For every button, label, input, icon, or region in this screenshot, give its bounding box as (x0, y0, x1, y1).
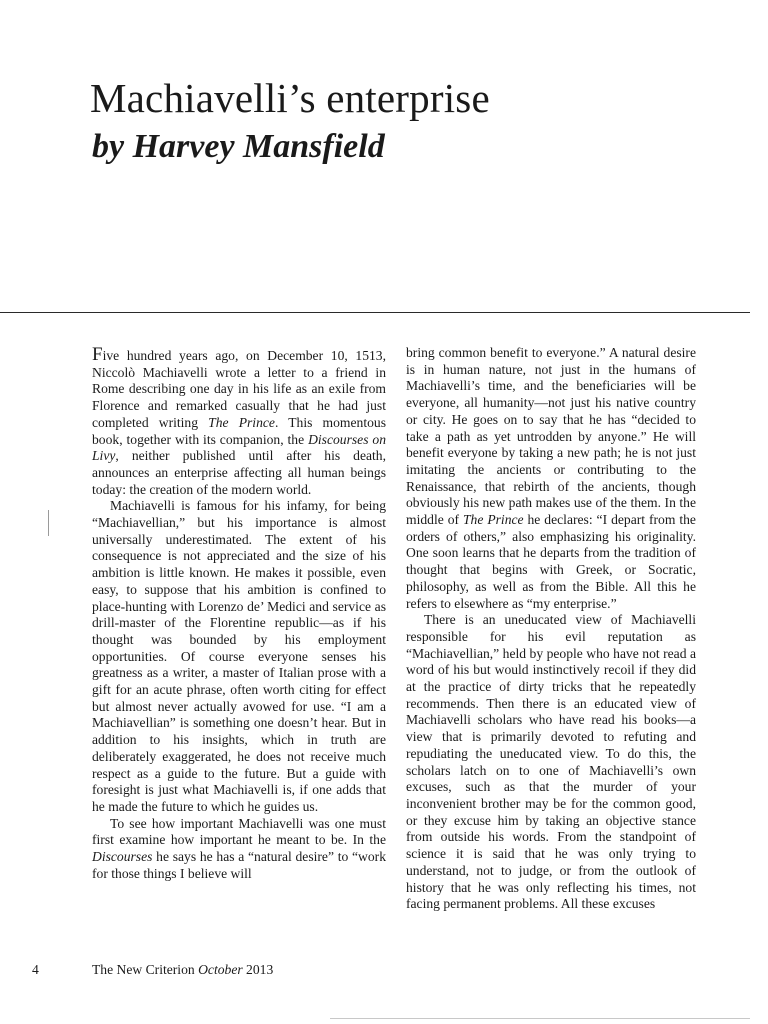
book-title-the-prince-2: The Prince (462, 512, 524, 528)
bottom-edge-line (330, 1018, 750, 1019)
paragraph-4-text-a: bring common benefit to everyone.” A natural desire is in human nature, not just in the humans of Machiavelli’s time, and the beneficiaries will be everyone, all humanity—not just his native country or city. He goes on to say that he has “decided to take a path as yet untrodden by anyone.” He will benefit everyone by taking a new path; he is not just imitating the ancients or contributing to the Renaissance, that rebirth of the ancients, though obviously his new path makes use of the them. In the middle of (406, 345, 696, 528)
book-title-discourses-2: Discourses (92, 849, 153, 865)
header-divider (0, 312, 750, 313)
drop-cap: F (92, 344, 103, 365)
book-title-the-prince: The Prince (208, 414, 275, 430)
article-title: Machiavelli’s enterprise (90, 75, 490, 121)
paragraph-2: Machiavelli is famous for his infamy, for being “Machiavellian,” but his importance is almost universally underestimated. The extent of his consequence is not appreciated and the size of his ambition is little known. He makes it possible, even easy, to suppose that his ambition is confined to place-hunting with Lorenzo de’ Medici and service as drill-master of the Florentine republic—as if his thought was bounded by his employment opportunities. Of course everyone senses his greatness as a writer, a master of Italian prose with a gift for an acute phrase, often worth citing for effect but almost never actually avowed for use. “I am a Machiavellian” is something one doesn’t hear. But in addition to his insights, which in truth are deliberately exaggerated, he does not receive much respect as a guide to the future. But a guide with foresight is just what Machiavelli is, if one adds that he made the future to which he guides us. (92, 498, 386, 814)
paragraph-3 (92, 816, 386, 883)
paragraph-1-text-c: , neither published until after his death, announces an enterprise affecting all human beings today: the creation of the modern world. (92, 448, 386, 497)
journal-citation (92, 962, 273, 978)
paragraph-1-text-a: ive hundred years ago, on December 10, 1513, Niccolò Machiavelli wrote a letter to a friend in Rome describing one day in his life as an exile from Florence and remarked casually that he had just completed writing (92, 348, 386, 430)
article-byline: by Harvey Mansfield (92, 128, 385, 165)
left-column (92, 345, 386, 883)
paragraph-3-text-b: he says he has a “natural desire” to “work for those things I believe will (92, 849, 386, 881)
issue-year: 2013 (246, 962, 274, 977)
paragraph-4-text-b: he declares: “I depart from the orders of others,” also emphasizing his originality. One soon learns that he departs from the tradition of thought that begins with Greek, or Socratic, philosophy, as well as from the Bible. All this he refers to elsewhere as “my enterprise.” (406, 512, 696, 611)
journal-name: The New Criterion (92, 962, 195, 977)
paragraph-4 (406, 345, 696, 612)
paragraph-3-text-a: To see how important Machiavelli was one must first examine how important he meant to be. In the (92, 815, 386, 848)
book-title-discourses: Discourses on Livy (92, 431, 386, 464)
right-column (406, 345, 696, 913)
paragraph-1 (92, 345, 386, 498)
paragraph-5: There is an uneducated view of Machiavelli responsible for his evil reputation as “Machiavellian,” held by people who have not read a word of his but would instinctively recoil if they did at the practice of dirty tricks that he repeatedly recommends. Then there is an educated view of Machiavelli scholars who have read his books—a view that is primarily devoted to refuting and repudiating the uneducated view. To do this, the scholars latch on to one of Machiavelli’s own excuses, such as that the murder of your inconvenient brother may be for the common good, or they excuse him by taking an objective stance from outside his words. From the standpoint of science it is said that he was only trying to understand, not to judge, or from the outlook of history that he was only reflecting his times, not facing permanent problems. All these excuses (406, 612, 696, 912)
margin-mark (48, 510, 49, 536)
paragraph-1-text-b: . This momentous book, together with its companion, the (92, 414, 386, 447)
issue-month: October (198, 962, 243, 977)
page-number: 4 (32, 962, 39, 977)
